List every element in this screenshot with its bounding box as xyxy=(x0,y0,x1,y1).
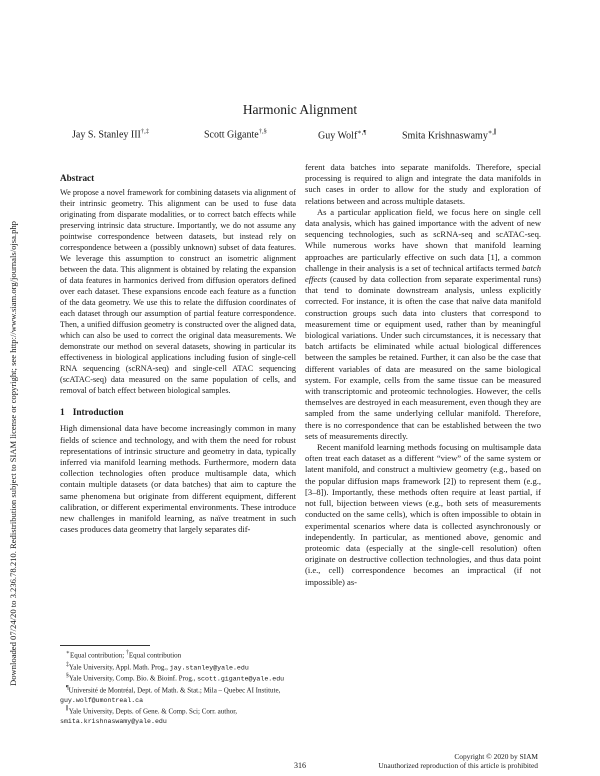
footnote-text: Yale University, Depts. of Gene. & Comp. Sci; Corr. author, xyxy=(68,707,237,716)
author-4 xyxy=(402,128,497,141)
abstract-heading: Abstract xyxy=(60,173,95,183)
section-number: 1 xyxy=(60,408,65,419)
copyright-notice xyxy=(378,752,538,770)
para2-emphasis: batch effects xyxy=(305,262,541,285)
copyright-line-1: Copyright © 2020 by SIAM xyxy=(454,752,538,761)
footnote-2 xyxy=(60,661,296,673)
author-marks: ∗,¶ xyxy=(357,129,367,136)
author-1 xyxy=(72,128,149,140)
author-name: Guy Wolf xyxy=(318,130,358,142)
footnote-5 xyxy=(60,705,296,726)
footnote-text: Yale University, Appl. Math. Prog., xyxy=(68,663,170,672)
footnote-rule xyxy=(60,645,150,646)
author-name: Scott Gigante xyxy=(204,129,259,141)
footnote-text: Equal contribution xyxy=(128,651,182,660)
intro-paragraph-1: High dimensional data have become increasingly common in many fields of science and technology, and with them the need for robust representations of intrinsic structure and geometry in data, typically inferred via manifold learning methods. Furthermore, modern data collection technologies often produce multisample data, which contain multiple datasets (or data batches) that aim to capture the same phenomena but originate from different equipment, different calibration, or different experimental environments. These introduce new challenges in manifold learning, as naïve treatment in such cases produces data geometry that largely separates dif- xyxy=(60,423,296,535)
page-number: 316 xyxy=(294,761,306,770)
download-side-note xyxy=(0,90,18,690)
author-marks: ∗,∥ xyxy=(487,129,497,136)
left-column xyxy=(60,173,296,535)
para2-part-b: (caused by data collection from separate experimental runs) that tend to dominate downstream analysis, unless explicitly corrected. For instance, it is often the case that naïve data manifold construction groups such data into clusters that correspond to measurement time or equipment used, rather than by meaningful biological variations. Under such circumstances, it is necessary that batch artifacts be eliminated while actual biological differences between the samples be retained. Further, it can also be the case that different variables of data are measured on the same biological system. For example, cells from the same tissue can be measured with transcriptomic and proteomic technologies. However, the cells themselves are destroyed in each measurement, even though they are sampled from the same underlying cellular manifold. Therefore, there is no correspondence that can be established between the two sets of measurements directly. xyxy=(305,274,541,441)
footnotes xyxy=(60,645,296,726)
section-heading xyxy=(60,408,296,419)
footnote-mark: ‡ xyxy=(66,661,69,668)
author-marks: †,‡ xyxy=(140,128,150,135)
right-column xyxy=(305,162,541,588)
footnote-text: Yale University, Comp. Bio. & Bioinf. Prog., xyxy=(68,674,198,683)
download-side-note-text: Downloaded 07/24/20 to 3.236.78.210. Redistribution subject to SIAM license or copyright; see http://www.siam.org/journals/ojsa.php xyxy=(8,221,18,686)
intro-paragraph-3: Recent manifold learning methods focusing on multisample data often treat each dataset as a different “view” of the same system or latent manifold, and construct a multiview geometry (e.g., based on the popular diffusion maps framework [2]) to represent them (e.g., [3–8]). Importantly, these methods often require at least partial, if not full, bijection between views (e.g., both sets of measurements conducted on the same cells), which is often impossible to obtain in experimental scenarios where data is collected asynchronously or independently. In particular, as mentioned above, genomic and proteomic data (especially at the single-cell resolution) often originate on destructive collection technologies, and thus data point (i.e., cell) correspondence becomes an impractical (if not impossible) as- xyxy=(305,442,541,587)
footnote-text: Université de Montréal, Dept. of Math. & Stat.; Mila – Quebec AI Institute, xyxy=(68,686,281,695)
abstract-text: We propose a novel framework for combining datasets via alignment of their intrinsic geometry. This alignment can be used to fuse data originating from disparate modalities, or to correct batch effects while preserving intrinsic data structure. Importantly, we do not assume any pointwise correspondence between datasets, but instead rely on correspondence between a (possibly unknown) subset of data features. We leverage this assumption to construct an isometric alignment between the data. This alignment is obtained by relating the expansion of data features in harmonics derived from diffusion operators defined over each dataset. These expansions encode each feature as a function of the data geometry. We use this to relate the diffusion coordinates of each dataset through our assumption of partial feature correspondence. Then, a unified diffusion geometry is constructed over the aligned data, which can also be used to correct the original data measurements. We demonstrate our method on several datasets, showing in particular its effectiveness in biological applications including fusion of single-cell RNA sequencing (scRNA-seq) and single-cell ATAC sequencing (scATAC-seq) data measured on the same population of cells, and removal of batch effect between biological samples. xyxy=(60,188,296,396)
footnote-mark: ∥ xyxy=(66,706,69,713)
footnote-email[interactable]: scott.gigante@yale.edu xyxy=(197,675,285,683)
footnote-4 xyxy=(60,684,296,705)
footnote-text: Equal contribution; xyxy=(69,651,126,660)
footnote-email[interactable]: guy.wolf@umontreal.ca xyxy=(60,696,144,704)
footnote-email[interactable]: smita.krishnaswamy@yale.edu xyxy=(60,718,167,726)
footnote-email[interactable]: jay.stanley@yale.edu xyxy=(169,664,249,672)
paper-title: Harmonic Alignment xyxy=(242,102,358,117)
author-2 xyxy=(204,128,267,140)
author-name: Smita Krishnaswamy xyxy=(402,130,488,142)
footnote-mark: § xyxy=(66,673,69,680)
footnote-3 xyxy=(60,672,296,684)
author-3 xyxy=(318,128,366,141)
intro-paragraph-2 xyxy=(305,207,541,442)
footnote-1 xyxy=(60,649,296,661)
footnote-mark: ¶ xyxy=(66,685,69,692)
section-title: Introduction xyxy=(72,408,124,419)
intro-paragraph-1-cont: ferent data batches into separate manifolds. Therefore, special processing is required to align and integrate the data manifolds in such cases in order to allow for the study and exploration of relations between and across multiple datasets. xyxy=(305,162,541,206)
para2-part-a: As a particular application field, we focus here on single cell data analysis, which has gained importance with the advent of new sequencing technologies, such as scRNA-seq and scATAC-seq. While numerous works have shown that manifold learning approaches are particularly effective on such data [1], a common challenge in their analysis is a set of technical artifacts termed xyxy=(305,206,541,273)
author-marks: †,§ xyxy=(258,128,267,135)
footnote-mark: † xyxy=(125,650,129,656)
author-list xyxy=(72,128,562,142)
copyright-line-2: Unauthorized reproduction of this article is prohibited xyxy=(378,761,538,770)
footnote-mark: ∗ xyxy=(66,650,70,656)
author-name: Jay S. Stanley III xyxy=(72,129,141,141)
